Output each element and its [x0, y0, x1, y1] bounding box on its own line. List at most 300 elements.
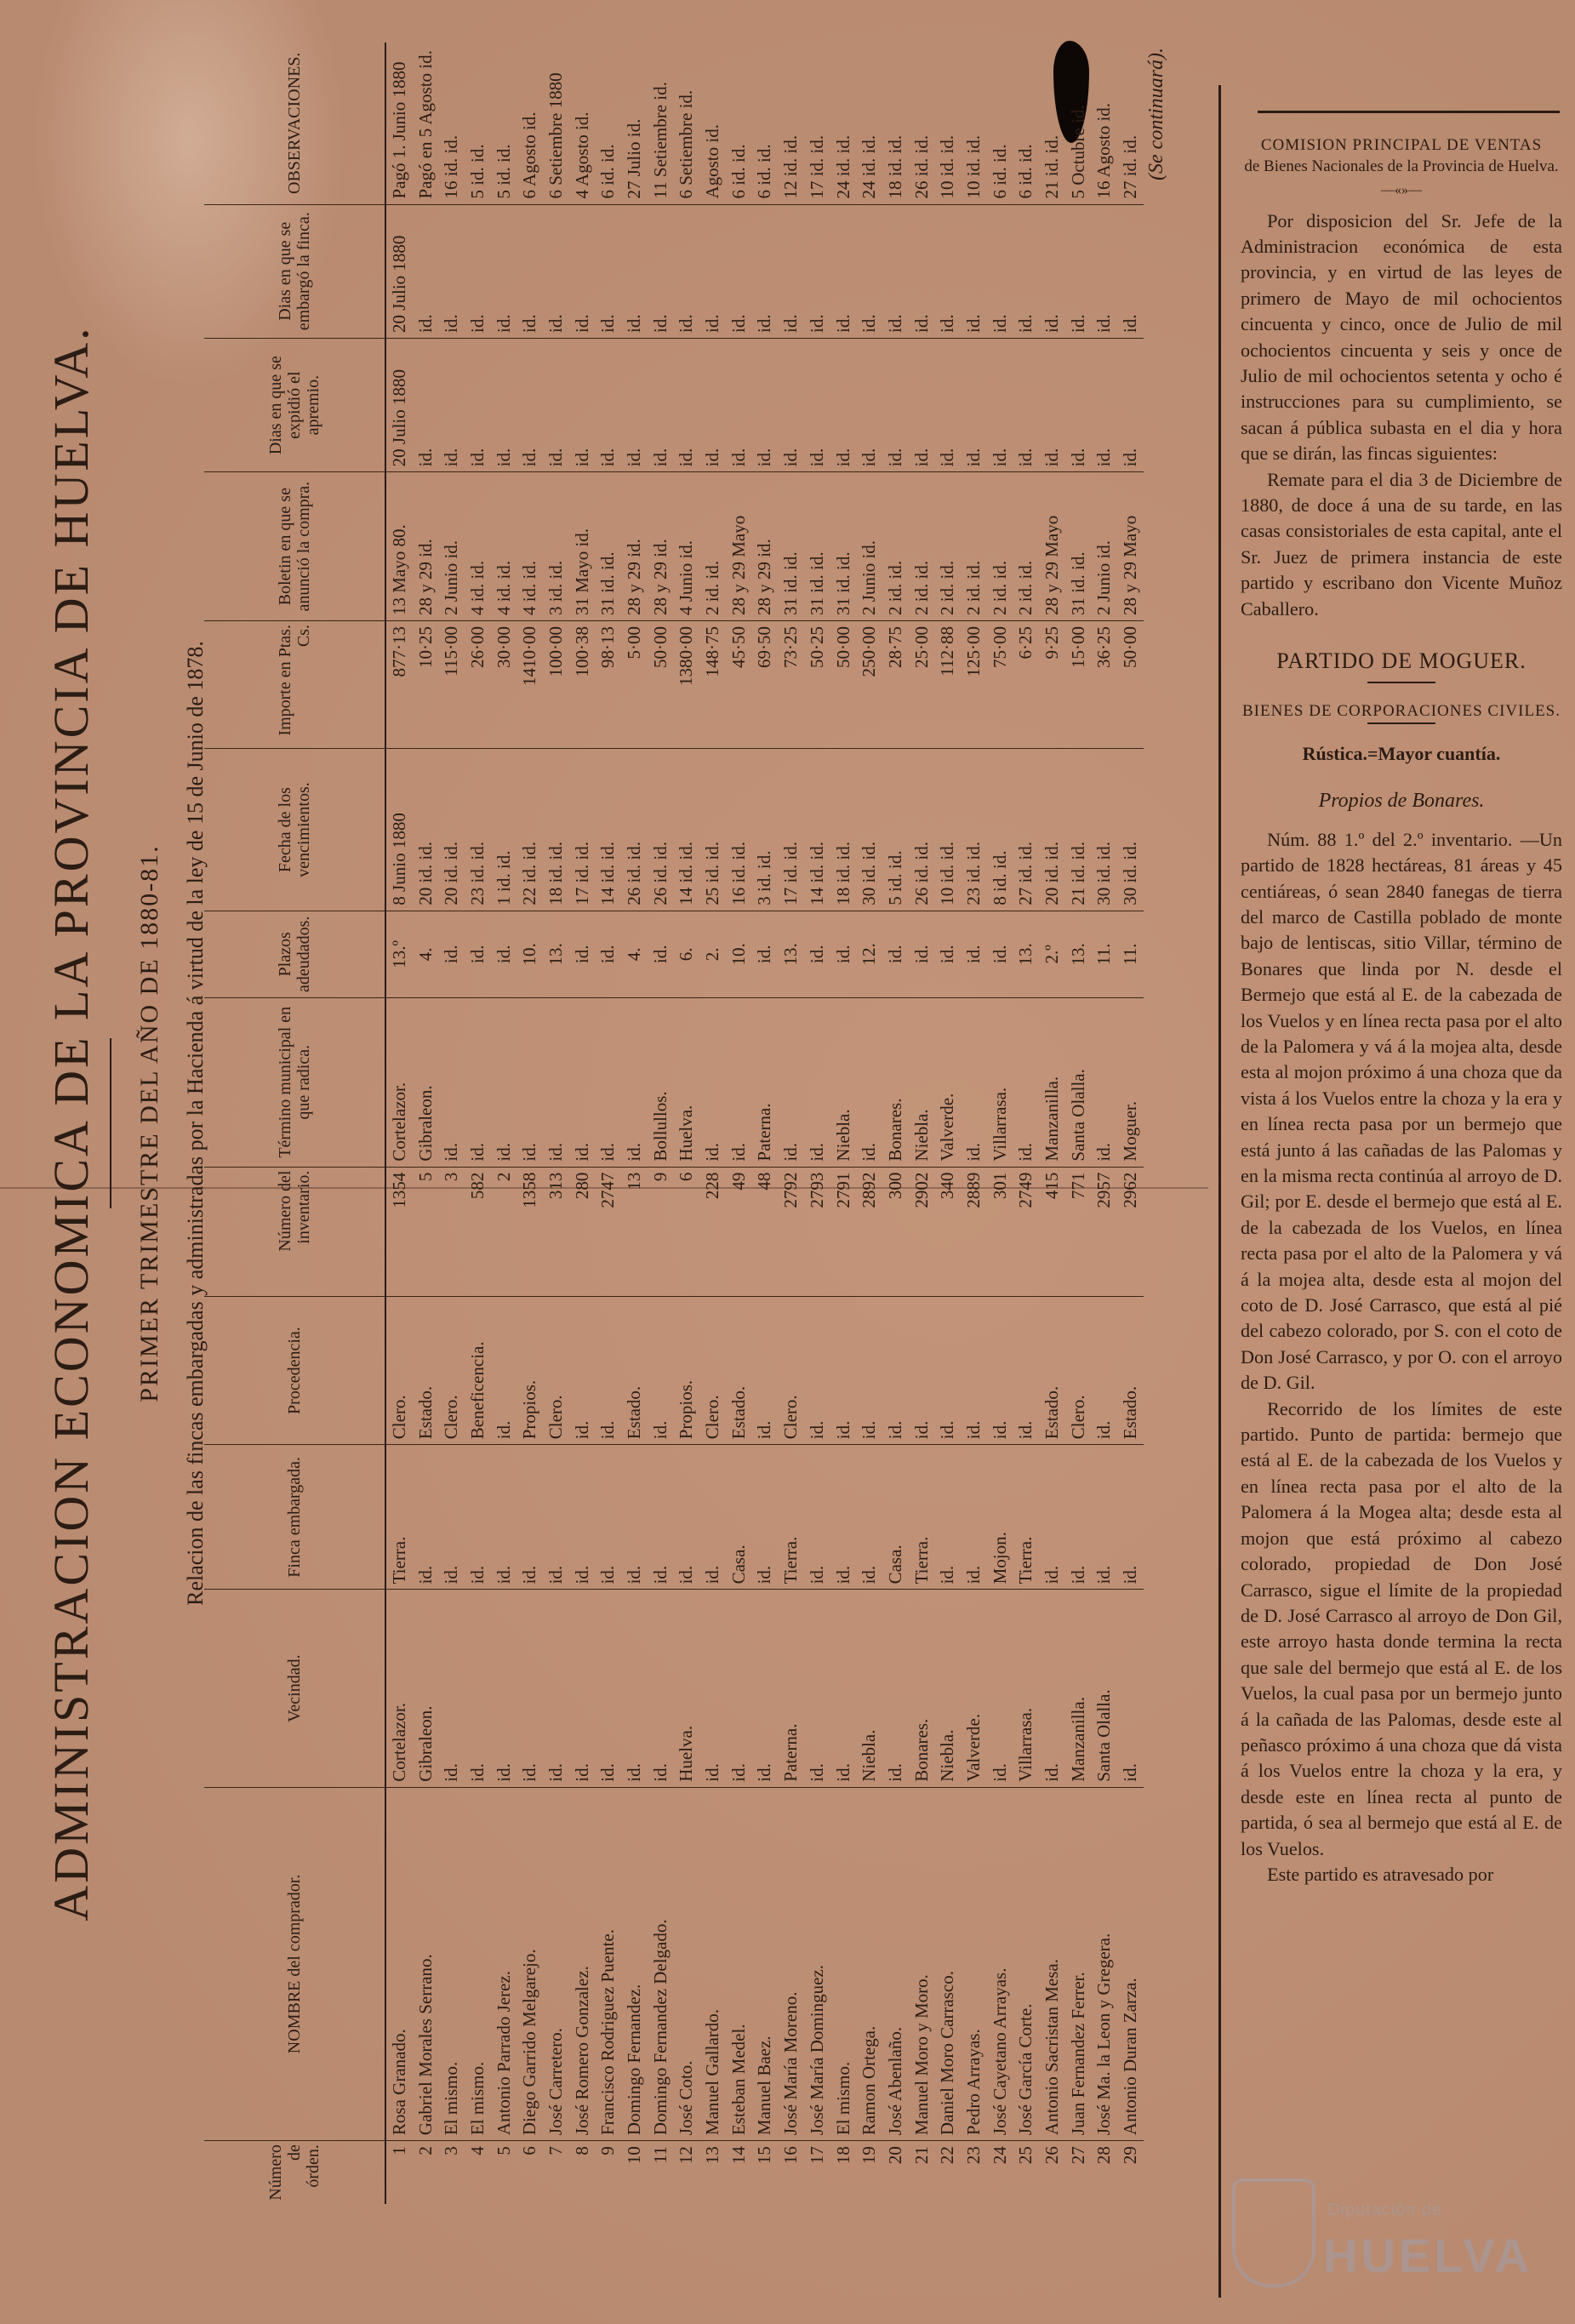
row-boletin: 2 id. id.: [699, 472, 726, 621]
row-dias-embargo: id.: [726, 204, 752, 338]
row-importe: 50·00: [830, 621, 857, 749]
row-finca: id.: [413, 1445, 439, 1590]
row-vecindad: Manzanilla.: [1065, 1590, 1092, 1787]
row-vecindad: Niebla.: [856, 1590, 882, 1787]
row-procedencia: id.: [1092, 1296, 1118, 1444]
row-dias-apremio: id.: [882, 338, 909, 471]
row-inventario: 2792: [778, 1167, 804, 1296]
row-observaciones: 6 id. id.: [728, 144, 749, 199]
column-divider: [1218, 85, 1221, 2298]
row-observaciones: 6 Setiembre 1880: [545, 72, 566, 199]
row-finca: id.: [516, 1445, 543, 1590]
row-boletin: 31 id. id.: [804, 472, 830, 621]
row-vecindad: id.: [804, 1590, 830, 1787]
row-observaciones: 5 id. id.: [493, 144, 514, 199]
row-nombre: José Romero Gonzalez.: [569, 1787, 596, 2140]
row-nombre: Ramon Ortega.: [856, 1787, 882, 2140]
row-procedencia: id.: [934, 1296, 961, 1444]
row-procedencia: Estado.: [1117, 1296, 1144, 1444]
paragraph-atravesado: Este partido es atravesado por: [1267, 1863, 1494, 1885]
row-dias-embargo: id.: [882, 204, 909, 338]
row-nombre: José María Moreno.: [778, 1787, 804, 2140]
row-finca: id.: [621, 1445, 648, 1590]
row-observaciones: Pagó en 5 Agosto id.: [414, 50, 436, 199]
row-plazos: 12.: [856, 911, 882, 997]
row-observaciones: 6 Setiembre id.: [676, 89, 697, 199]
row-plazos: id.: [882, 911, 909, 997]
relacion-caption: Relacion de las fincas embargadas y administradas por la Hacienda á virtud de la ley de 15 de Junio de 1878.: [183, 641, 208, 1606]
row-inventario: 2: [491, 1167, 517, 1296]
row-importe: 50·00: [648, 621, 674, 749]
row-nombre: Pedro Arrayas.: [961, 1787, 987, 2140]
row-fecha: 5 id. id.: [882, 749, 909, 911]
row-nombre: El mismo.: [438, 1787, 465, 2140]
row-termino: Bonares.: [882, 997, 909, 1167]
row-inventario: 280: [569, 1167, 596, 1296]
row-number: 4: [465, 2141, 491, 2204]
row-inventario: 3: [438, 1167, 465, 1296]
row-boletin: 28 y 29 Mayo: [1117, 472, 1144, 621]
col-termino: Término municipal en que radica.: [204, 997, 385, 1167]
row-termino: id.: [1092, 997, 1118, 1167]
row-vecindad: Bonares.: [909, 1590, 935, 1787]
row-termino: Niebla.: [830, 997, 857, 1167]
row-number: 8: [569, 2141, 596, 2204]
watermark-small-text: Diputación de: [1327, 2201, 1443, 2219]
row-boletin: 4 id. id.: [491, 472, 517, 621]
row-termino: id.: [596, 997, 622, 1167]
row-boletin: 2 id. id.: [934, 472, 961, 621]
table-row: [516, 43, 543, 2204]
row-number: 25: [1013, 2141, 1040, 2204]
row-importe: 9·25: [1039, 621, 1065, 749]
row-dias-embargo: id.: [804, 204, 830, 338]
row-dias-embargo: id.: [674, 204, 700, 338]
row-finca: id.: [961, 1445, 987, 1590]
row-fecha: 30 id. id.: [856, 749, 882, 911]
row-nombre: Esteban Medel.: [726, 1787, 752, 2140]
table-row: [699, 43, 726, 2204]
row-finca: Tierra.: [1013, 1445, 1040, 1590]
row-nombre: Antonio Parrado Jerez.: [491, 1787, 517, 2140]
row-vecindad: id.: [1039, 1590, 1065, 1787]
row-finca: Tierra.: [385, 1445, 413, 1590]
col-vecindad: Vecindad.: [204, 1590, 385, 1787]
table-body: [385, 43, 1144, 2204]
row-finca: Casa.: [726, 1445, 752, 1590]
row-plazos: id.: [569, 911, 596, 997]
table-row: [491, 43, 517, 2204]
row-nombre: Domingo Fernandez Delgado.: [648, 1787, 674, 2140]
row-number: 28: [1092, 2141, 1118, 2204]
row-number: 11: [648, 2141, 674, 2204]
row-number: 20: [882, 2141, 909, 2204]
row-fecha: 8 id. id.: [987, 749, 1013, 911]
row-finca: id.: [1092, 1445, 1118, 1590]
row-importe: 1410·00: [516, 621, 543, 749]
row-importe: 5·00: [621, 621, 648, 749]
row-dias-embargo: id.: [413, 204, 439, 338]
row-vecindad: Gibraleon.: [413, 1590, 439, 1787]
table-row: [830, 43, 857, 2204]
row-termino: Niebla.: [909, 997, 935, 1167]
row-vecindad: id.: [752, 1590, 779, 1787]
row-inventario: 2892: [856, 1167, 882, 1296]
row-finca: id.: [752, 1445, 779, 1590]
row-nombre: José Carretero.: [543, 1787, 569, 2140]
paragraph-disposicion: Por disposicion del Sr. Jefe de la Administracion económica de esta provincia, y en virtud de las leyes de primero de Mayo de mil ochocientos cincuenta y cinco, once de Julio de mil ochocientos cincuenta y seis y once de Julio de mil ochocientos setenta y ocho é instrucciones para su cumplimiento, se sacan á pública subasta en el dia y hora que se dirán, las fincas siguientes:: [1241, 209, 1562, 465]
row-fecha: 3 id. id.: [752, 749, 779, 911]
row-dias-apremio: id.: [596, 338, 622, 471]
row-inventario: 48: [752, 1167, 779, 1296]
row-procedencia: id.: [882, 1296, 909, 1444]
row-observaciones: 6 id. id.: [597, 144, 619, 199]
row-vecindad: id.: [491, 1590, 517, 1787]
row-termino: Bollullos.: [648, 997, 674, 1167]
row-procedencia: Estado.: [726, 1296, 752, 1444]
row-number: 19: [856, 2141, 882, 2204]
row-termino: Villarrasa.: [987, 997, 1013, 1167]
row-boletin: 2 id. id.: [987, 472, 1013, 621]
row-dias-embargo: id.: [1092, 204, 1118, 338]
row-plazos: 13.: [1065, 911, 1092, 997]
row-plazos: id.: [465, 911, 491, 997]
row-dias-apremio: id.: [699, 338, 726, 471]
row-importe: 36·25: [1092, 621, 1118, 749]
row-termino: id.: [621, 997, 648, 1167]
row-boletin: 4 Junio id.: [674, 472, 700, 621]
row-inventario: 313: [543, 1167, 569, 1296]
row-importe: 75·00: [987, 621, 1013, 749]
row-number: 27: [1065, 2141, 1092, 2204]
col-observaciones: OBSERVACIONES.: [204, 43, 385, 204]
row-importe: 877·13: [385, 621, 413, 749]
row-dias-embargo: id.: [491, 204, 517, 338]
section-header: [26, 43, 208, 2204]
row-vecindad: id.: [621, 1590, 648, 1787]
row-dias-embargo: id.: [1013, 204, 1040, 338]
row-nombre: El mismo.: [830, 1787, 857, 2140]
row-boletin: 31 id. id.: [1065, 472, 1092, 621]
row-inventario: 2962: [1117, 1167, 1144, 1296]
row-procedencia: Clero.: [778, 1296, 804, 1444]
row-vecindad: id.: [699, 1590, 726, 1787]
row-dias-embargo: id.: [752, 204, 779, 338]
row-dias-apremio: id.: [961, 338, 987, 471]
row-importe: 73·25: [778, 621, 804, 749]
row-plazos: 6.: [674, 911, 700, 997]
row-finca: id.: [1117, 1445, 1144, 1590]
row-number: 22: [934, 2141, 961, 2204]
row-dias-apremio: id.: [674, 338, 700, 471]
row-vecindad: id.: [648, 1590, 674, 1787]
row-plazos: 13.: [1013, 911, 1040, 997]
row-nombre: Manuel Moro y Moro.: [909, 1787, 935, 2140]
row-dias-embargo: id.: [543, 204, 569, 338]
row-inventario: 301: [987, 1167, 1013, 1296]
col-fecha: Fecha de los vencimientos.: [204, 749, 385, 911]
row-boletin: 28 y 29 Mayo: [726, 472, 752, 621]
row-dias-apremio: id.: [1013, 338, 1040, 471]
row-termino: Manzanilla.: [1039, 997, 1065, 1167]
table-row: [909, 43, 935, 2204]
row-plazos: 4.: [413, 911, 439, 997]
row-observaciones: Pagó 1. Junio 1880: [388, 61, 409, 199]
row-observaciones: 6 Agosto id.: [519, 111, 540, 199]
row-nombre: El mismo.: [465, 1787, 491, 2140]
row-importe: 69·50: [752, 621, 779, 749]
row-dias-embargo: id.: [987, 204, 1013, 338]
row-boletin: 28 y 29 id.: [648, 472, 674, 621]
row-procedencia: id.: [1013, 1296, 1040, 1444]
row-finca: id.: [674, 1445, 700, 1590]
row-number: 12: [674, 2141, 700, 2204]
row-plazos: 2.º: [1039, 911, 1065, 997]
row-dias-apremio: id.: [987, 338, 1013, 471]
row-procedencia: id.: [961, 1296, 987, 1444]
row-observaciones: 17 id. id.: [806, 134, 827, 199]
row-plazos: 10.: [516, 911, 543, 997]
row-dias-apremio: id.: [621, 338, 648, 471]
row-dias-apremio: id.: [804, 338, 830, 471]
row-observaciones: 10 id. id.: [937, 134, 958, 199]
row-dias-embargo: id.: [961, 204, 987, 338]
row-vecindad: id.: [516, 1590, 543, 1787]
row-observaciones: 26 id. id.: [910, 134, 932, 199]
row-termino: id.: [1013, 997, 1040, 1167]
row-nombre: Antonio Duran Zarza.: [1117, 1787, 1144, 2140]
row-nombre: Juan Fernandez Ferrer.: [1065, 1787, 1092, 2140]
row-finca: id.: [1065, 1445, 1092, 1590]
row-termino: id.: [804, 997, 830, 1167]
row-importe: 112·88: [934, 621, 961, 749]
row-dias-apremio: id.: [909, 338, 935, 471]
row-termino: id.: [465, 997, 491, 1167]
watermark-text: HUELVA: [1323, 2229, 1532, 2282]
row-vecindad: id.: [596, 1590, 622, 1787]
row-boletin: 2 Junio id.: [856, 472, 882, 621]
row-fecha: 26 id. id.: [621, 749, 648, 911]
row-finca: id.: [804, 1445, 830, 1590]
row-procedencia: Propios.: [516, 1296, 543, 1444]
row-termino: id.: [856, 997, 882, 1167]
row-importe: 45·50: [726, 621, 752, 749]
bienes-heading: BIENES DE CORPORACIONES CIVILES.: [1241, 701, 1561, 720]
row-number: 2: [413, 2141, 439, 2204]
propios-heading: Propios de Bonares.: [1318, 789, 1485, 812]
col-dias-apremio: Dias en que se expidió el apremio.: [204, 338, 385, 471]
row-importe: 115·00: [438, 621, 465, 749]
col-inventario: Número del inventario.: [204, 1167, 385, 1296]
row-vecindad: id.: [987, 1590, 1013, 1787]
row-inventario: 9: [648, 1167, 674, 1296]
row-importe: 10·25: [413, 621, 439, 749]
row-inventario: 771: [1065, 1167, 1092, 1296]
row-plazos: 11.: [1117, 911, 1144, 997]
row-procedencia: id.: [987, 1296, 1013, 1444]
row-vecindad: Valverde.: [961, 1590, 987, 1787]
table-row: [1013, 43, 1040, 2204]
row-dias-embargo: id.: [830, 204, 857, 338]
row-vecindad: Cortelazor.: [385, 1590, 413, 1787]
table-row: [882, 43, 909, 2204]
fincas-section: [26, 43, 1183, 2204]
row-boletin: 28 y 29 id.: [413, 472, 439, 621]
row-importe: 250·00: [856, 621, 882, 749]
row-observaciones: 16 id. id.: [441, 134, 462, 199]
table-row: [1039, 43, 1065, 2204]
row-termino: Gibraleon.: [413, 997, 439, 1167]
row-dias-apremio: id.: [1117, 338, 1144, 471]
paragraph-finca-88: Núm. 88 1.º del 2.º inventario. —Un partido de 1828 hectáreas, 81 áreas y 45 centiáreas, ó sean 2840 fanegas de tierra del marco de Castilla poblado de monte bajo de lentiscas, sitio Villar, término de Bonares que linda por N. desde el Bermejo que está al E. de la cabezada de los Vuelos y en línea recta pasa por el alto de la Palomera y vá á la mojea alta, desde esta al mojon próximo á una choza que da vista á los Vuelos entre la choza y la era y en línea recta pasa por un bermejo que está junto á las cañadas de las Palomas y en la misma recta continúa al arroyo de D. Gil; por E. desde el bermejo que está al E. de la cabezada de los Vuelos, en línea recta pasa por el alto de la Palomera y vá á la mojea alta, desde esta al mojon del coto de D. José Carrasco, que está al pié del cabezo colorado, por S. con el coto de Don José Carrasco, y por O. con el arroyo de D. Gil.: [1241, 828, 1562, 1394]
row-boletin: 4 id. id.: [516, 472, 543, 621]
col-importe: Importe en Ptas. Cs.: [204, 621, 385, 749]
row-fecha: 30 id. id.: [1117, 749, 1144, 911]
row-termino: id.: [961, 997, 987, 1167]
row-vecindad: id.: [569, 1590, 596, 1787]
table-row: [543, 43, 569, 2204]
row-dias-embargo: id.: [621, 204, 648, 338]
row-inventario: 300: [882, 1167, 909, 1296]
row-dias-apremio: id.: [778, 338, 804, 471]
row-procedencia: Clero.: [543, 1296, 569, 1444]
row-fecha: 26 id. id.: [909, 749, 935, 911]
column-top-rule: [1258, 111, 1560, 113]
paragraph-recorrido: Recorrido de los límites de este partido. Punto de partida: bermejo que está al E. de la cabezada de los Vuelos y en línea recta pasa por el alto de la Palomera á la Mogea alta; desde esta al mojon que está próximo al cabezo colorado, propiedad de Don José Carrasco, sigue el límite de la propiedad de D. José Carrasco al arroyo de Don Gil, este arroyo hasta donde termina la recta que sale del bermejo que está al E. de los Vuelos, la cual pasa por un bermejo junto á la cañada de las Palomas, desde este al peñasco próximo á una choza que dá vista á los Vuelos entre la choza y la era, y desde este en línea recta al punto de partida, ó sea al bermejo que está al E. de los Vuelos.: [1241, 1397, 1562, 1859]
row-dias-apremio: id.: [1065, 338, 1092, 471]
heading-rule: [1367, 682, 1435, 683]
row-procedencia: Propios.: [674, 1296, 700, 1444]
row-boletin: 2 id. id.: [961, 472, 987, 621]
row-observaciones: 27 id. id.: [1120, 134, 1141, 199]
row-importe: 15·00: [1065, 621, 1092, 749]
row-dias-embargo: id.: [438, 204, 465, 338]
table-footer-row: [1144, 43, 1170, 2204]
row-vecindad: Santa Olalla.: [1092, 1590, 1118, 1787]
comision-heading: COMISION PRINCIPAL DE VENTAS: [1260, 136, 1543, 154]
row-termino: Santa Olalla.: [1065, 997, 1092, 1167]
table-row: [1117, 43, 1144, 2204]
row-number: 16: [778, 2141, 804, 2204]
row-observaciones: 6 id. id.: [754, 144, 775, 199]
row-procedencia: Beneficencia.: [465, 1296, 491, 1444]
row-boletin: 3 id. id.: [543, 472, 569, 621]
row-fecha: 8 Junio 1880: [385, 749, 413, 911]
row-inventario: 2957: [1092, 1167, 1118, 1296]
row-number: 10: [621, 2141, 648, 2204]
table-row: [569, 43, 596, 2204]
row-observaciones: 10 id. id.: [962, 134, 984, 199]
row-dias-apremio: id.: [752, 338, 779, 471]
row-inventario: 5: [413, 1167, 439, 1296]
row-observaciones: 5 Octubre id.: [1067, 105, 1088, 199]
row-plazos: id.: [934, 911, 961, 997]
row-nombre: Antonio Sacristan Mesa.: [1039, 1787, 1065, 2140]
row-observaciones: 27 Julio id.: [624, 118, 645, 199]
row-nombre: Rosa Granado.: [385, 1787, 413, 2140]
fincas-table: [204, 43, 1170, 2204]
row-inventario: 340: [934, 1167, 961, 1296]
page-subtitle: PRIMER TRIMESTRE DEL AÑO DE 1880-81.: [135, 844, 163, 1402]
row-nombre: Francisco Rodriguez Puente.: [596, 1787, 622, 2140]
row-inventario: 228: [699, 1167, 726, 1296]
row-plazos: 2.: [699, 911, 726, 997]
col-num: Número de órden.: [204, 2141, 385, 2204]
row-dias-apremio: id.: [856, 338, 882, 471]
row-nombre: José Abenlaño.: [882, 1787, 909, 2140]
row-dias-embargo: id.: [1039, 204, 1065, 338]
row-number: 13: [699, 2141, 726, 2204]
table-header-row: [204, 43, 385, 2204]
row-importe: 125·00: [961, 621, 987, 749]
row-inventario: 2902: [909, 1167, 935, 1296]
row-boletin: 31 Mayo id.: [569, 472, 596, 621]
table-row: [438, 43, 465, 2204]
title-rule: [110, 1038, 111, 1208]
row-finca: Tierra.: [778, 1445, 804, 1590]
row-observaciones: 24 id. id.: [859, 134, 880, 199]
row-observaciones: 21 id. id.: [1041, 134, 1063, 199]
row-fecha: 18 id. id.: [543, 749, 569, 911]
row-vecindad: Huelva.: [674, 1590, 700, 1787]
row-vecindad: id.: [1117, 1590, 1144, 1787]
row-procedencia: Estado.: [1039, 1296, 1065, 1444]
row-inventario: 2747: [596, 1167, 622, 1296]
row-plazos: 13.: [543, 911, 569, 997]
row-procedencia: id.: [830, 1296, 857, 1444]
row-boletin: 2 Junio id.: [438, 472, 465, 621]
row-importe: 1380·00: [674, 621, 700, 749]
row-importe: 50·25: [804, 621, 830, 749]
row-procedencia: Clero.: [1065, 1296, 1092, 1444]
table-row: [804, 43, 830, 2204]
table-row: [621, 43, 648, 2204]
row-vecindad: Niebla.: [934, 1590, 961, 1787]
row-dias-embargo: id.: [516, 204, 543, 338]
crest-icon: [1232, 2178, 1315, 2287]
row-number: 18: [830, 2141, 857, 2204]
table-row: [961, 43, 987, 2204]
row-number: 5: [491, 2141, 517, 2204]
row-procedencia: id.: [856, 1296, 882, 1444]
row-procedencia: id.: [804, 1296, 830, 1444]
row-finca: id.: [543, 1445, 569, 1590]
row-boletin: 28 y 29 id.: [621, 472, 648, 621]
row-boletin: 4 id. id.: [465, 472, 491, 621]
row-finca: id.: [438, 1445, 465, 1590]
table-row: [465, 43, 491, 2204]
row-dias-embargo: id.: [699, 204, 726, 338]
row-nombre: José Coto.: [674, 1787, 700, 2140]
table-row: [648, 43, 674, 2204]
row-boletin: 2 Junio id.: [1092, 472, 1118, 621]
row-finca: id.: [465, 1445, 491, 1590]
row-termino: id.: [516, 997, 543, 1167]
row-procedencia: id.: [909, 1296, 935, 1444]
row-dias-embargo: id.: [596, 204, 622, 338]
row-vecindad: id.: [465, 1590, 491, 1787]
col-dias-embargo: Dias en que se embargó la finca.: [204, 204, 385, 338]
row-fecha: 20 id. id.: [438, 749, 465, 911]
row-termino: id.: [726, 997, 752, 1167]
row-boletin: 31 id. id.: [830, 472, 857, 621]
row-dias-embargo: id.: [1117, 204, 1144, 338]
row-boletin: 2 id. id.: [909, 472, 935, 621]
row-number: 6: [516, 2141, 543, 2204]
comision-subheading: de Bienes Nacionales de la Provincia de Huelva.: [1244, 157, 1559, 176]
row-importe: 98·13: [596, 621, 622, 749]
row-dias-apremio: 20 Julio 1880: [385, 338, 413, 471]
